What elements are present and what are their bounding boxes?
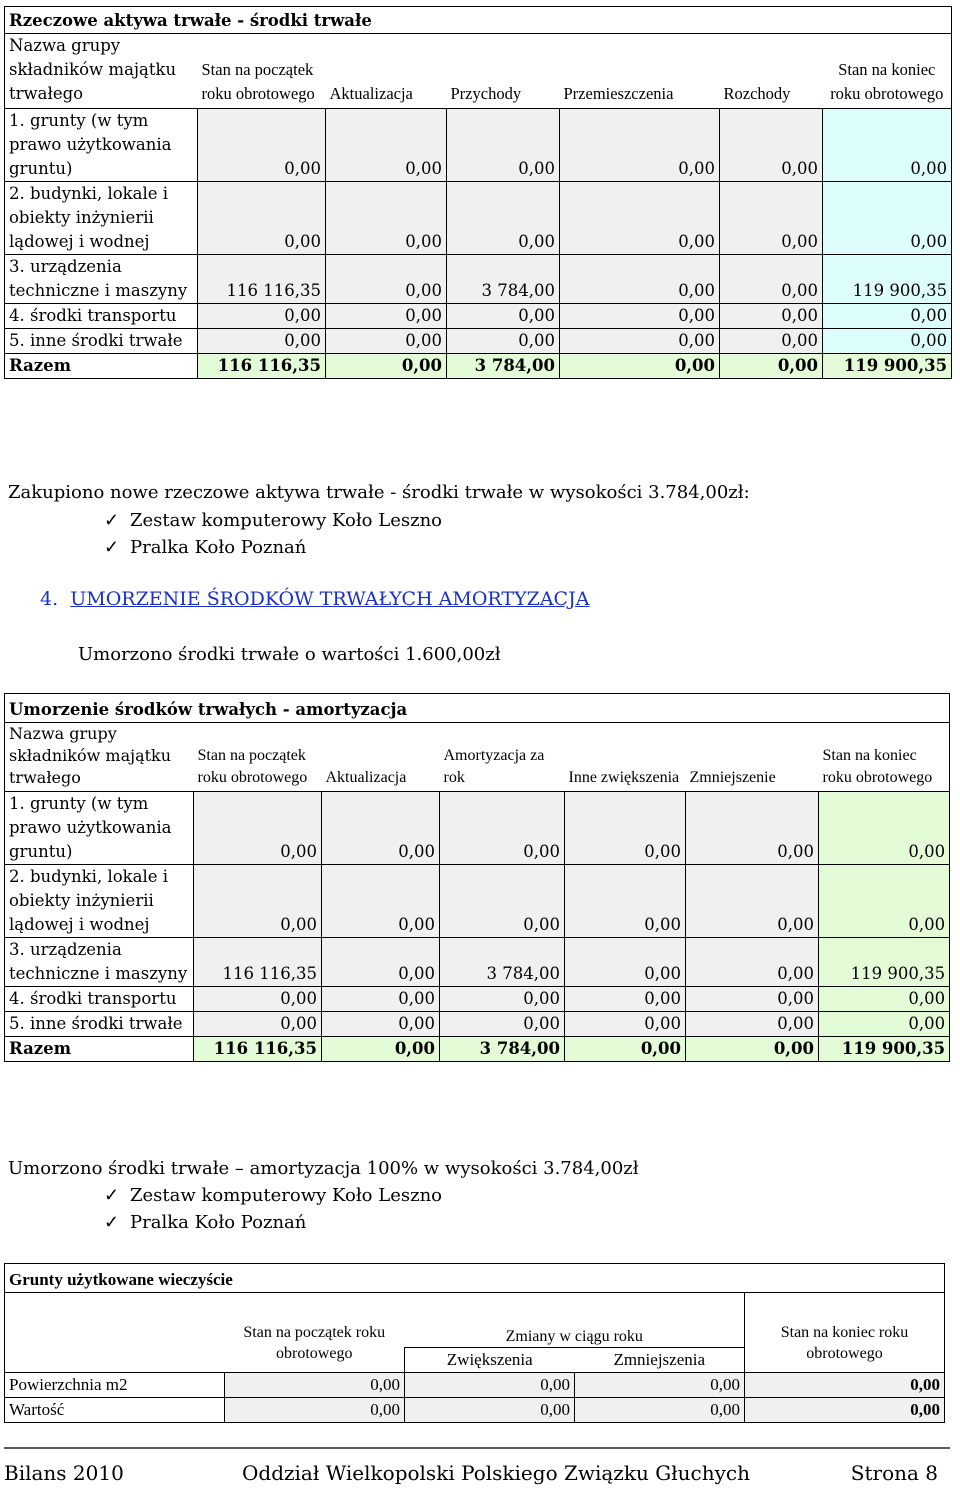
- column-header: Amortyzacja za rok: [443, 747, 545, 786]
- cell-value: 116 116,35: [194, 938, 322, 987]
- cell-value: 0,00: [440, 865, 565, 938]
- total-value: 116 116,35: [198, 354, 326, 379]
- cell-value: 0,00: [198, 182, 326, 255]
- check-icon: ✓: [104, 1185, 120, 1206]
- depreciation-table: [4, 693, 950, 1062]
- row-label: 2. budynki, lokale i obiekty inżynierii lądowej i wodnej: [5, 182, 198, 255]
- cell-value: 0,00: [447, 329, 560, 354]
- paragraph-depreciation: Umorzono środki trwałe o wartości 1.600,00zł: [78, 644, 501, 665]
- cell-value: 0,00: [823, 304, 952, 329]
- cell-value: 116 116,35: [198, 255, 326, 304]
- cell-value: 0,00: [819, 1012, 950, 1037]
- list-item-text: Zestaw komputerowy Koło Leszno: [130, 1185, 442, 1206]
- cell-value: 3 784,00: [447, 255, 560, 304]
- cell-value: 0,00: [575, 1373, 745, 1398]
- cell-value: 0,00: [823, 329, 952, 354]
- cell-value: 0,00: [686, 792, 819, 865]
- total-value: 0,00: [326, 354, 447, 379]
- column-header: Przemieszczenia: [563, 84, 674, 103]
- list-item: [104, 537, 306, 558]
- cell-value: 0,00: [194, 987, 322, 1012]
- cell-value: 0,00: [819, 865, 950, 938]
- cell-value: 0,00: [440, 1012, 565, 1037]
- cell-value: 0,00: [322, 987, 440, 1012]
- total-value: 119 900,35: [819, 1037, 950, 1062]
- table-title: Rzeczowe aktywa trwałe - środki trwałe: [5, 7, 952, 34]
- column-header: Stan na koniec roku obrotowego: [819, 723, 950, 792]
- cell-value: 0,00: [322, 865, 440, 938]
- page-footer: [4, 1447, 950, 1485]
- total-value: 0,00: [686, 1037, 819, 1062]
- cell-value: 0,00: [745, 1398, 945, 1423]
- cell-value: 0,00: [720, 109, 823, 182]
- cell-value: 0,00: [745, 1373, 945, 1398]
- check-icon: ✓: [104, 510, 120, 531]
- footer-page-number: Strona 8: [850, 1461, 938, 1485]
- cell-value: 0,00: [322, 938, 440, 987]
- cell-value: 0,00: [819, 987, 950, 1012]
- column-header: Stan na koniec roku obrotowego: [823, 34, 952, 109]
- column-header: Rozchody: [723, 84, 791, 103]
- list-item-text: Zestaw komputerowy Koło Leszno: [130, 510, 442, 531]
- cell-value: 0,00: [565, 792, 686, 865]
- cell-value: 0,00: [198, 304, 326, 329]
- cell-value: 0,00: [686, 865, 819, 938]
- column-header-group: Zmiany w ciągu roku: [405, 1293, 745, 1348]
- section-number: 4.: [40, 588, 59, 610]
- cell-value: 0,00: [322, 792, 440, 865]
- total-value: 116 116,35: [194, 1037, 322, 1062]
- row-label: 3. urządzenia techniczne i maszyny: [5, 255, 198, 304]
- cell-value: 0,00: [560, 255, 720, 304]
- row-label: Wartość: [5, 1398, 225, 1423]
- total-value: 3 784,00: [440, 1037, 565, 1062]
- cell-value: 0,00: [575, 1398, 745, 1423]
- cell-value: 0,00: [405, 1398, 575, 1423]
- total-value: 0,00: [322, 1037, 440, 1062]
- list-item: [104, 1212, 306, 1233]
- cell-value: 119 900,35: [819, 938, 950, 987]
- cell-value: 0,00: [198, 109, 326, 182]
- row-label: 3. urządzenia techniczne i maszyny: [5, 938, 194, 987]
- row-label: Powierzchnia m2: [5, 1373, 225, 1398]
- cell-value: 0,00: [565, 987, 686, 1012]
- total-value: 0,00: [565, 1037, 686, 1062]
- cell-value: 3 784,00: [440, 938, 565, 987]
- total-value: 3 784,00: [447, 354, 560, 379]
- cell-value: 0,00: [326, 109, 447, 182]
- column-header: Stan na koniec roku obrotowego: [745, 1293, 945, 1373]
- cell-value: 0,00: [686, 1012, 819, 1037]
- total-value: 0,00: [720, 354, 823, 379]
- cell-value: 0,00: [823, 109, 952, 182]
- column-header: Inne zwiększenia: [568, 769, 680, 786]
- cell-value: 0,00: [225, 1373, 405, 1398]
- column-header: Zmniejszenia: [575, 1348, 745, 1373]
- list-item: [104, 1185, 442, 1206]
- cell-value: 0,00: [326, 329, 447, 354]
- cell-value: 0,00: [440, 792, 565, 865]
- list-item-text: Pralka Koło Poznań: [130, 537, 307, 558]
- cell-value: 0,00: [194, 792, 322, 865]
- row-label: 5. inne środki trwałe: [5, 329, 198, 354]
- cell-value: 0,00: [326, 182, 447, 255]
- paragraph-purchases: Zakupiono nowe rzeczowe aktywa trwałe - środki trwałe w wysokości 3.784,00zł:: [8, 482, 750, 503]
- column-header: Zmniejszenie: [689, 769, 776, 786]
- header-blank: [5, 1293, 225, 1373]
- cell-value: 0,00: [326, 304, 447, 329]
- cell-value: 0,00: [326, 255, 447, 304]
- column-header: Stan na początek roku obrotowego: [201, 60, 315, 103]
- cell-value: 0,00: [686, 987, 819, 1012]
- check-icon: ✓: [104, 537, 120, 558]
- cell-value: 0,00: [720, 329, 823, 354]
- total-value: 0,00: [560, 354, 720, 379]
- cell-value: 0,00: [440, 987, 565, 1012]
- cell-value: 0,00: [565, 938, 686, 987]
- cell-value: 0,00: [194, 1012, 322, 1037]
- column-header: Przychody: [450, 84, 522, 103]
- footer-center: Oddział Wielkopolski Polskiego Związku Głuchych: [242, 1461, 751, 1485]
- column-header: Nazwa grupy składników majątku trwałego: [5, 34, 198, 109]
- row-label: 5. inne środki trwałe: [5, 1012, 194, 1037]
- cell-value: 0,00: [720, 304, 823, 329]
- column-header: Zwiększenia: [405, 1348, 575, 1373]
- column-header: Nazwa grupy składników majątku trwałego: [5, 723, 194, 792]
- section-heading: [40, 588, 589, 610]
- cell-value: 0,00: [405, 1373, 575, 1398]
- column-header: Aktualizacja: [325, 769, 407, 786]
- cell-value: 0,00: [225, 1398, 405, 1423]
- cell-value: 0,00: [322, 1012, 440, 1037]
- check-icon: ✓: [104, 1212, 120, 1233]
- row-label: 1. grunty (w tym prawo użytkowania gruntu): [5, 109, 198, 182]
- total-label: Razem: [5, 354, 198, 379]
- row-label: 2. budynki, lokale i obiekty inżynierii lądowej i wodnej: [5, 865, 194, 938]
- table-title: Grunty użytkowane wieczyście: [5, 1264, 945, 1293]
- row-label: 4. środki transportu: [5, 987, 194, 1012]
- cell-value: 0,00: [819, 792, 950, 865]
- column-header: Aktualizacja: [329, 84, 413, 103]
- fixed-assets-table: [4, 6, 952, 379]
- total-value: 119 900,35: [823, 354, 952, 379]
- cell-value: 0,00: [447, 304, 560, 329]
- cell-value: 119 900,35: [823, 255, 952, 304]
- section-title: UMORZENIE ŚRODKÓW TRWAŁYCH AMORTYZACJA: [70, 588, 590, 610]
- footer-left: Bilans 2010: [4, 1461, 124, 1485]
- cell-value: 0,00: [447, 182, 560, 255]
- cell-value: 0,00: [823, 182, 952, 255]
- column-header: Stan na początek roku obrotowego: [225, 1293, 405, 1373]
- cell-value: 0,00: [560, 304, 720, 329]
- cell-value: 0,00: [565, 1012, 686, 1037]
- list-item: [104, 510, 442, 531]
- cell-value: 0,00: [560, 182, 720, 255]
- table-title: Umorzenie środków trwałych - amortyzacja: [5, 694, 950, 723]
- paragraph-amortization: Umorzono środki trwałe – amortyzacja 100% w wysokości 3.784,00zł: [8, 1158, 639, 1179]
- row-label: 4. środki transportu: [5, 304, 198, 329]
- cell-value: 0,00: [720, 182, 823, 255]
- cell-value: 0,00: [447, 109, 560, 182]
- cell-value: 0,00: [686, 938, 819, 987]
- cell-value: 0,00: [198, 329, 326, 354]
- perpetual-usufruct-table: [4, 1263, 945, 1423]
- cell-value: 0,00: [565, 865, 686, 938]
- list-item-text: Pralka Koło Poznań: [130, 1212, 307, 1233]
- cell-value: 0,00: [560, 329, 720, 354]
- cell-value: 0,00: [560, 109, 720, 182]
- column-header: Stan na początek roku obrotowego: [197, 747, 308, 786]
- total-label: Razem: [5, 1037, 194, 1062]
- cell-value: 0,00: [194, 865, 322, 938]
- row-label: 1. grunty (w tym prawo użytkowania gruntu): [5, 792, 194, 865]
- cell-value: 0,00: [720, 255, 823, 304]
